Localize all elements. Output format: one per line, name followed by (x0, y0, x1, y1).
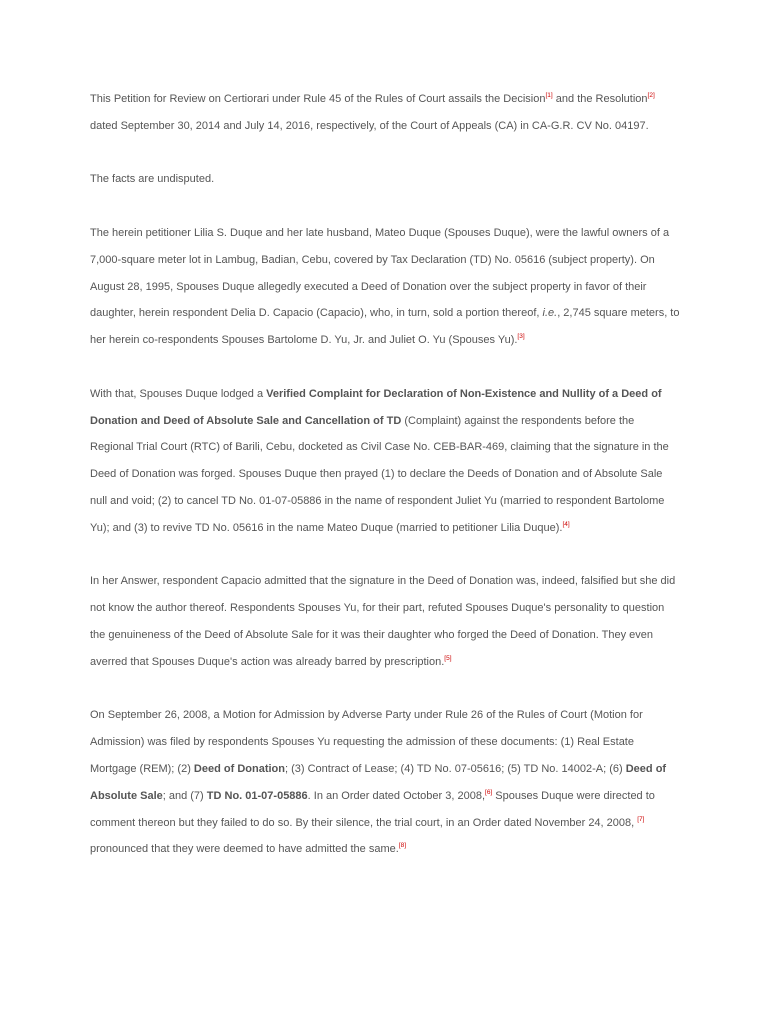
text-run: , 2,745 square meters, to her herein co-respondents Spouses Bartolome D. Yu, Jr. and Juliet O. Yu (Spouses Yu). (90, 307, 680, 347)
text-run: With that, Spouses Duque lodged a (90, 387, 267, 400)
paragraph-answer (90, 568, 680, 675)
text-run: dated September 30, 2014 and July 14, 2016, respectively, of the Court of Appeals (CA) in CA-G.R. CV No. 04197. (90, 119, 649, 132)
text-run: The facts are undisputed. (90, 173, 215, 186)
bold-text: Deed of Donation (193, 762, 285, 775)
paragraph-property-background (90, 220, 680, 354)
bold-text: Verified Complaint for Declaration of Non-Existence and Nullity of a Deed of Donation and Deed of Absolute Sale and Cancellation of TD (90, 387, 662, 427)
text-run: . In an Order dated October 3, 2008, (307, 789, 486, 802)
text-run: ; and (7) (162, 789, 207, 802)
paragraph-petition-intro (90, 86, 680, 140)
document-body (90, 86, 680, 863)
text-run: pronounced that they were deemed to have admitted the same. (90, 843, 399, 856)
text-run: This Petition for Review on Certiorari under Rule 45 of the Rules of Court assails the Decision (90, 93, 546, 105)
footnote-marker[interactable]: [5] (444, 654, 452, 662)
footnote-marker[interactable]: [4] (562, 520, 570, 528)
footnote-marker[interactable]: [2] (647, 92, 655, 99)
footnote-marker[interactable]: [8] (398, 842, 407, 850)
italic-text: i.e. (542, 307, 558, 320)
text-run: On September 26, 2008, a Motion for Admission by Adverse Party under Rule 26 of the Rules of Court (Motion for Admission) was filed by respondents Spouses Yu requesting the admission of these documents: (1) Real Estate Mortgage (REM); (2) (90, 709, 643, 775)
footnote-marker[interactable]: [6] (485, 788, 493, 796)
paragraph-facts-undisputed (90, 166, 680, 193)
text-run: and the Resolution (552, 93, 648, 105)
text-run: In her Answer, respondent Capacio admitted that the signature in the Deed of Donation was, indeed, falsified but she did not know the author thereof. Respondents Spouses Yu, for their part, refuted Spouses Duque's personality to question the genuineness of the Deed of Absolute Sale for it was their daughter who forged the Deed of Donation. They even averred that Spouses Duque's action was already barred by prescription. (90, 575, 676, 668)
bold-text: Deed of Absolute Sale (90, 762, 667, 802)
footnote-marker[interactable]: [1] (545, 92, 553, 99)
text-run: ; (3) Contract of Lease; (4) TD No. 07-05616; (5) TD No. 14002-A; (6) (284, 762, 626, 775)
text-run: (Complaint) against the respondents before the Regional Trial Court (RTC) of Barili, Cebu, docketed as Civil Case No. CEB-BAR-469, claiming that the signature in the Deed of Donation was forged. Spouses Duque then prayed (1) to declare the Deeds of Donation and of Absolute Sale null and void; (2) to cancel TD No. 01-07-05886 in the name of respondent Juliet Yu (married to respondent Bartolome Yu); and (3) to revive TD No. 05616 in the name Mateo Duque (married to petitioner Lilia Duque). (90, 414, 669, 534)
footnote-marker[interactable]: [3] (517, 333, 525, 341)
paragraph-complaint (90, 381, 680, 542)
text-run: The herein petitioner Lilia S. Duque and her late husband, Mateo Duque (Spouses Duque), were the lawful owners of a 7,000-square meter lot in Lambug, Badian, Cebu, covered by Tax Declaration (TD) No. 05616 (subject property). On August 28, 1995, Spouses Duque allegedly executed a Deed of Donation over the subject property in favor of their daughter, herein respondent Delia D. Capacio (Capacio), who, in turn, sold a portion thereof, (90, 226, 670, 320)
footnote-marker[interactable]: [7] (637, 815, 645, 823)
paragraph-motion-for-admission (90, 702, 680, 863)
text-run: Spouses Duque were directed to comment thereon but they failed to do so. By their silence, the trial court, in an Order dated November 24, 2008, (90, 789, 655, 829)
bold-text: TD No. 01-07-05886 (206, 789, 308, 802)
